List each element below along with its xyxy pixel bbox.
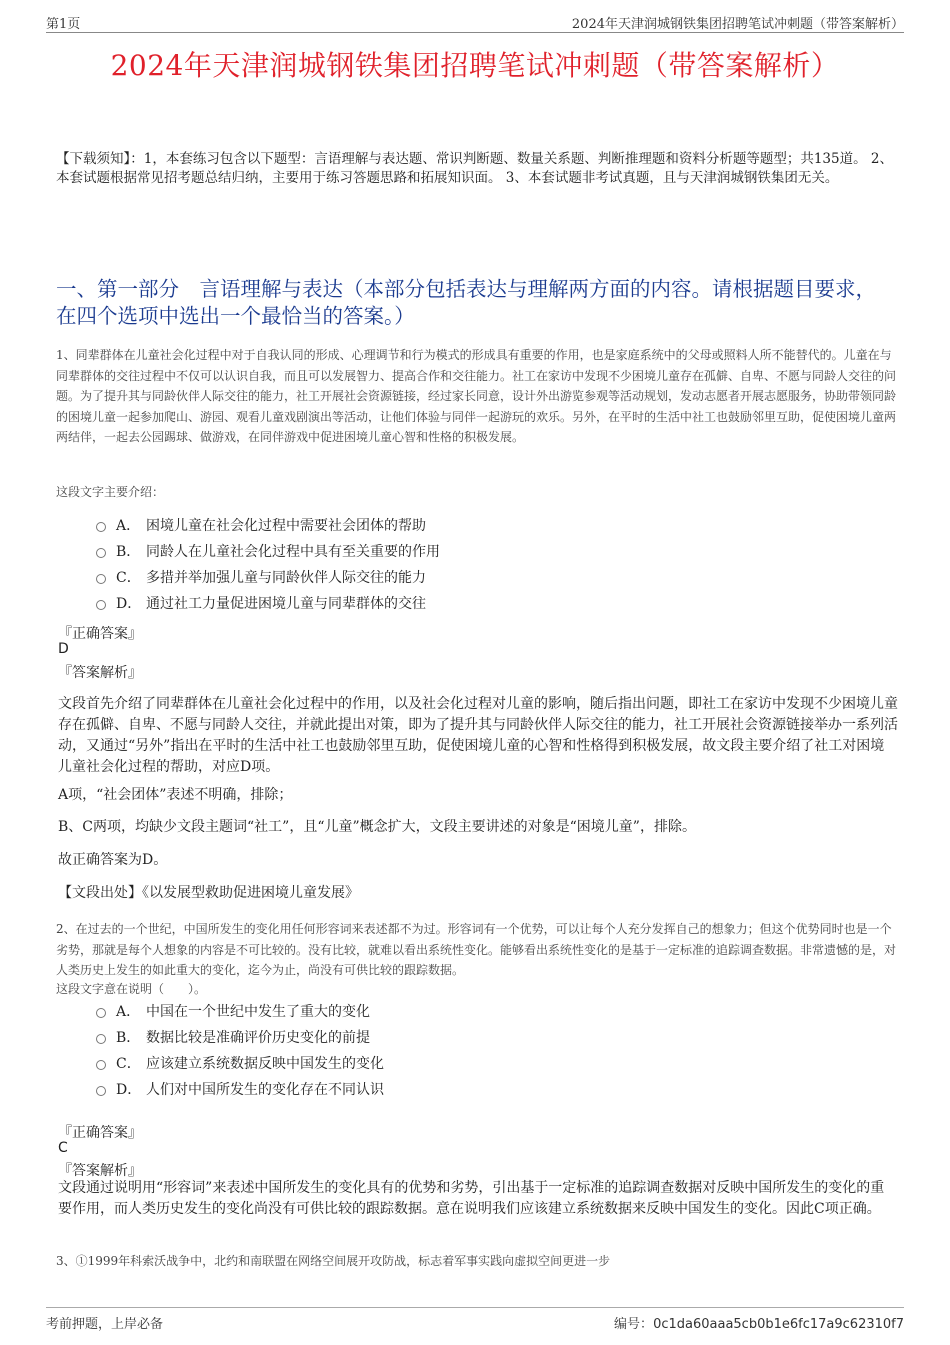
option-c[interactable]: C． 多措并举加强儿童与同龄伙伴人际交往的能力 — [96, 564, 440, 590]
footer-slogan: 考前押题，上岸必备 — [46, 1317, 164, 1332]
question-2-stem: 2、在过去的一个世纪，中国所发生的变化用任何形容词来表述都不为过。形容词有一个优势，可以让每个人充分发挥自己的想象力；但这个优势同时也是一个劣势，那就是每个人想象的内容是不可比较的。没有比较，就难以看出系统性变化。能够看出系统性变化的是基于一定标准的追踪调查数据。非常遗憾的是，对人类历史上发生的如此重大的变化，迄今为止，尚没有可供比较的跟踪数据。 — [56, 922, 897, 977]
serial-code: 0c1da60aaa5cb0b1e6fc17a9c62310f7 — [653, 1317, 904, 1332]
question-1-options — [96, 512, 440, 616]
option-a[interactable]: A． 中国在一个世纪中发生了重大的变化 — [96, 998, 384, 1024]
radio-icon[interactable] — [96, 522, 106, 532]
page-number: 第1页 — [46, 17, 81, 32]
option-c[interactable]: C． 应该建立系统数据反映中国发生的变化 — [96, 1050, 384, 1076]
radio-icon[interactable] — [96, 1034, 106, 1044]
option-b[interactable]: B． 数据比较是准确评价历史变化的前提 — [96, 1024, 384, 1050]
header-divider — [46, 32, 904, 33]
analysis-label: 『答案解析』 — [58, 1163, 142, 1179]
header-doc-title: 2024年天津润城钢铁集团招聘笔试冲刺题（带答案解析） — [571, 17, 904, 32]
radio-icon[interactable] — [96, 574, 106, 584]
correct-answer: C — [58, 1140, 68, 1156]
analysis-paragraph: 文段首先介绍了同辈群体在儿童社会化过程中的作用，以及社会化过程对儿童的影响，随后指出问题，即社工在家访中发现不少困境儿童存在孤僻、自卑、不愿与同龄人交往，并就此提出对策，即为了提升其与同龄伙伴人际交往的能力，社工开展社会资源链接举办一系列活动，又通过“另外”指出在平时的生活中社工也鼓励邻里互助，促使困境儿童的心智和性格得到积极发展，故文段主要介绍了社工对困境儿童社会化过程的帮助，对应D项。 — [58, 696, 898, 775]
footer-divider — [46, 1307, 904, 1308]
question-1-stem: 1、同辈群体在儿童社会化过程中对于自我认同的形成、心理调节和行为模式的形成具有重要的作用，也是家庭系统中的父母或照料人所不能替代的。儿童在与同辈群体的交往过程中不仅可以认识自我，而且可以发展智力、提高合作和交往能力。社工在家访中发现不少困境儿童存在孤僻、自卑、不愿与同龄人交往的问题。为了提升其与同龄伙伴人际交往的能力，社工开展社会资源链接，经过家长同意，设计外出游览参观等活动规划，发动志愿者开展志愿服务，协助带领同龄的困境儿童一起参加爬山、游园、观看儿童戏剧演出等活动，让他们体验与同伴一起游玩的欢乐。另外，在平时的生活中社工也鼓励邻里互助，促使困境儿童两两结伴，一起去公园踢球、做游戏，在同伴游戏中促进困境儿童心智和性格的积极发展。 — [56, 348, 897, 444]
radio-icon[interactable] — [96, 600, 106, 610]
radio-icon[interactable] — [96, 1086, 106, 1096]
option-a[interactable]: A． 困境儿童在社会化过程中需要社会团体的帮助 — [96, 512, 440, 538]
section-heading: 一、第一部分 言语理解与表达（本部分包括表达与理解两方面的内容。请根据题目要求，在四个选项中选出一个最恰当的答案。） — [56, 277, 876, 328]
download-notice: 【下载须知】：1，本套练习包含以下题型：言语理解与表达题、常识判断题、数量关系题、判断推理题和资料分析题等题型；共135道。 2、本套试题根据常见招考题总结归纳，主要用于练习答题思路和拓展知识面。 3、本套试题非考试真题，且与天津润城钢铁集团无关。 — [56, 151, 893, 186]
option-d[interactable]: D． 通过社工力量促进困境儿童与同辈群体的交往 — [96, 590, 440, 616]
option-b[interactable]: B． 同龄人在儿童社会化过程中具有至关重要的作用 — [96, 538, 440, 564]
correct-answer: D — [58, 641, 69, 657]
analysis-paragraph: 故正确答案为D。 — [58, 852, 168, 868]
source-citation: 【文段出处】《以发展型救助促进困境儿童发展》 — [58, 885, 359, 901]
question-2-options — [96, 998, 384, 1102]
option-d[interactable]: D． 人们对中国所发生的变化存在不同认识 — [96, 1076, 384, 1102]
radio-icon[interactable] — [96, 1008, 106, 1018]
analysis-label: 『答案解析』 — [58, 665, 142, 681]
page-title: 2024年天津润城钢铁集团招聘笔试冲刺题（带答案解析） — [110, 49, 840, 82]
question-2-prompt: 这段文字意在说明（ ）。 — [56, 982, 207, 996]
footer-serial — [614, 1313, 904, 1332]
analysis-paragraph: B、C两项，均缺少文段主题词“社工”，且“儿童”概念扩大，文段主要讲述的对象是“困境儿童”，排除。 — [58, 819, 696, 835]
radio-icon[interactable] — [96, 1060, 106, 1070]
question-3-stem: 3、①1999年科索沃战争中，北约和南联盟在网络空间展开攻防战，标志着军事实践向虚拟空间更进一步 — [56, 1254, 611, 1268]
answer-label: 『正确答案』 — [58, 1125, 142, 1141]
serial-label: 编号： — [614, 1317, 654, 1332]
analysis-paragraph: A项，“社会团体”表述不明确，排除； — [58, 787, 293, 803]
answer-label: 『正确答案』 — [58, 626, 142, 642]
question-1-prompt: 这段文字主要介绍： — [56, 485, 165, 499]
analysis-paragraph: 文段通过说明用“形容词”来表述中国所发生的变化具有的优势和劣势，引出基于一定标准的追踪调查数据对反映中国所发生的变化的重要作用，而人类历史发生的变化尚没有可供比较的跟踪数据。意在说明我们应该建立系统数据来反映中国发生的变化。因此C项正确。 — [58, 1180, 885, 1217]
radio-icon[interactable] — [96, 548, 106, 558]
